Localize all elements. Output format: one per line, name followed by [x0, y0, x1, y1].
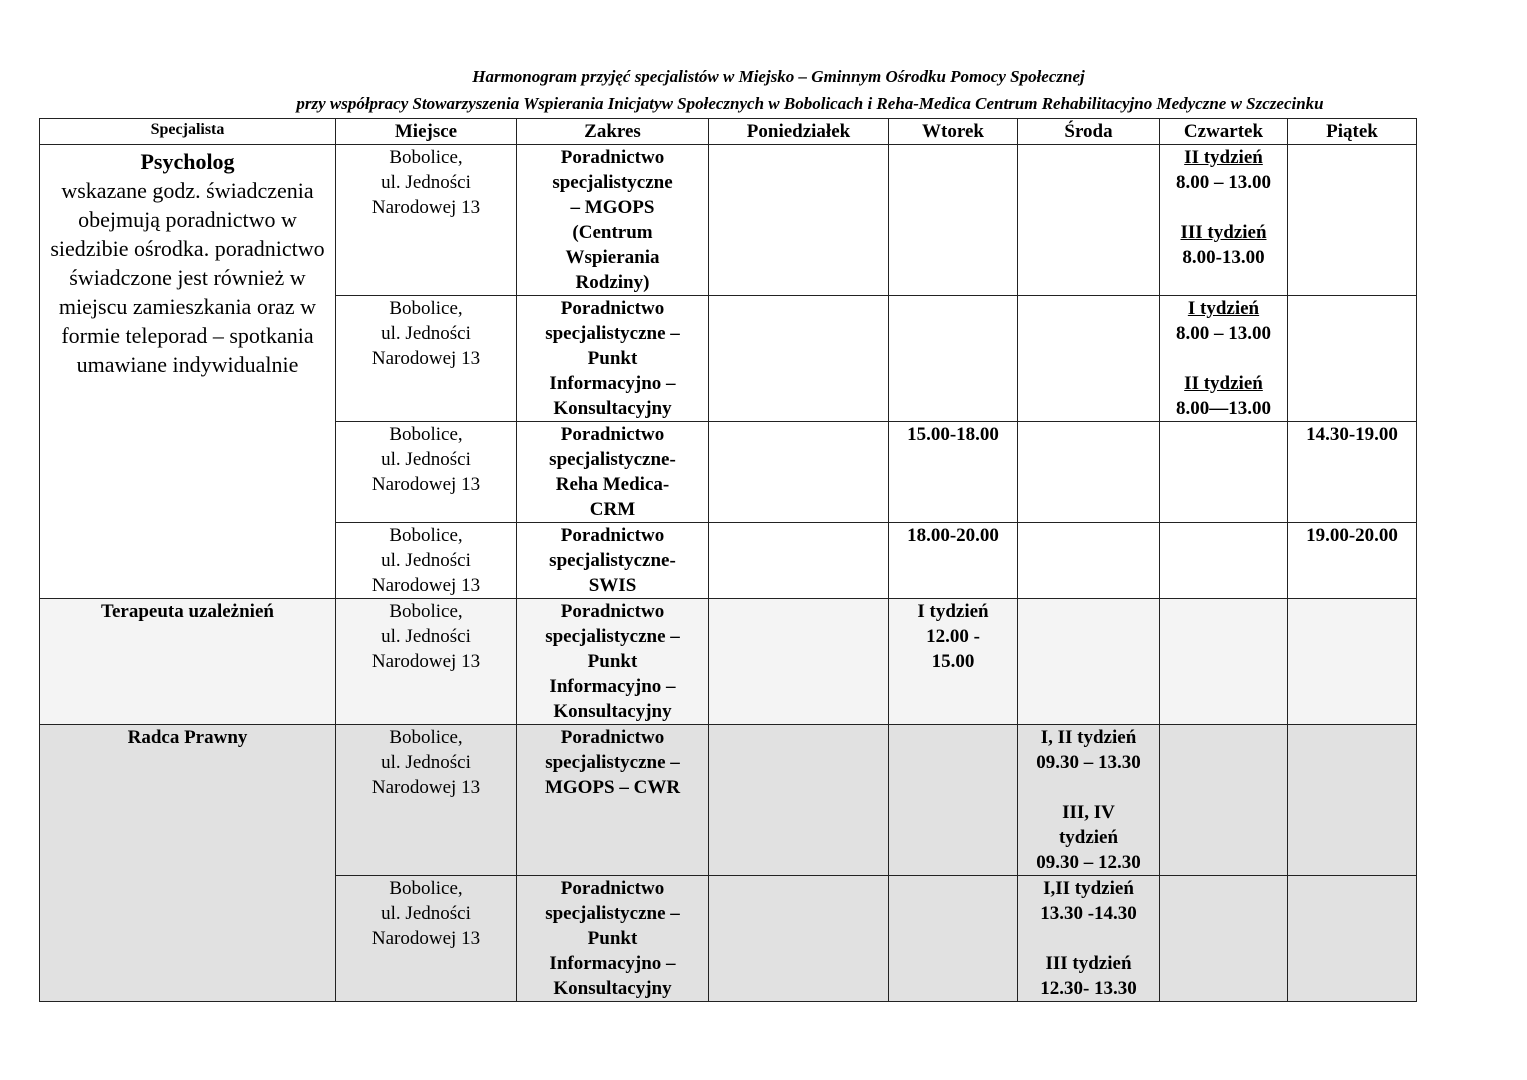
thursday-cell	[1160, 422, 1288, 523]
scope-line: specjalistyczne –	[545, 323, 680, 344]
place-line: Narodowej 13	[371, 197, 481, 218]
monday-cell	[709, 599, 889, 725]
week-label: III tydzień	[1180, 222, 1267, 243]
thursday-cell	[1160, 599, 1288, 725]
place-line: Narodowej 13	[371, 928, 481, 949]
scope-line: Poradnictwo	[560, 147, 665, 168]
header-tuesday: Wtorek	[889, 119, 1018, 145]
scope-cell	[517, 876, 709, 1002]
week-label: tydzień	[1058, 827, 1119, 848]
scope-line: Konsultacyjny	[553, 701, 672, 722]
scope-line: Punkt	[587, 348, 638, 369]
specialist-note: wskazane godz. świadczenia obejmują poradnictwo w siedzibie ośrodka. poradnictwo świadczone jest również w miejscu zamieszkania oraz w formie teleporad – spotkania umawiane indywidualnie	[50, 178, 325, 377]
wednesday-cell	[1018, 876, 1160, 1002]
place-cell	[336, 296, 517, 422]
time-range: 13.30 -14.30	[1040, 903, 1137, 924]
place-line: ul. Jedności	[381, 903, 471, 924]
week-label: I tydzień	[917, 601, 989, 622]
place-line: Bobolice,	[389, 878, 463, 899]
friday-cell: 19.00-20.00	[1288, 523, 1417, 599]
tuesday-cell	[889, 296, 1018, 422]
specialist-cell-psychologist	[40, 145, 336, 599]
thursday-cell	[1160, 523, 1288, 599]
scope-line: specjalistyczne-	[549, 550, 676, 571]
table-row	[40, 725, 1417, 876]
place-line: ul. Jedności	[381, 449, 471, 470]
place-cell	[336, 599, 517, 725]
header-scope: Zakres	[517, 119, 709, 145]
scope-line: MGOPS – CWR	[544, 777, 681, 798]
place-line: Narodowej 13	[371, 348, 481, 369]
time-range: 8.00—13.00	[1176, 398, 1271, 419]
table-row	[40, 599, 1417, 725]
time-range: 12.30- 13.30	[1040, 978, 1137, 999]
place-line: Bobolice,	[389, 727, 463, 748]
scope-line: Poradnictwo	[560, 601, 665, 622]
scope-line: Konsultacyjny	[553, 978, 672, 999]
place-line: ul. Jedności	[381, 172, 471, 193]
friday-cell	[1288, 296, 1417, 422]
monday-cell	[709, 876, 889, 1002]
thursday-cell	[1160, 296, 1288, 422]
specialist-cell-lawyer: Radca Prawny	[40, 725, 336, 1002]
place-cell	[336, 145, 517, 296]
scope-line: SWIS	[588, 575, 637, 596]
time-range: 8.00 – 13.00	[1176, 172, 1271, 193]
place-cell	[336, 523, 517, 599]
scope-cell	[517, 599, 709, 725]
place-cell	[336, 422, 517, 523]
week-label: II tydzień	[1184, 373, 1263, 394]
scope-cell	[517, 145, 709, 296]
place-line: Narodowej 13	[371, 575, 481, 596]
specialist-cell-therapist: Terapeuta uzależnień	[40, 599, 336, 725]
friday-cell	[1288, 145, 1417, 296]
place-line: ul. Jedności	[381, 626, 471, 647]
scope-cell	[517, 422, 709, 523]
place-line: Narodowej 13	[371, 777, 481, 798]
scope-line: specjalistyczne	[552, 172, 673, 193]
tuesday-cell	[889, 599, 1018, 725]
header-place: Miejsce	[336, 119, 517, 145]
header-specialist: Specjalista	[40, 119, 336, 145]
thursday-cell	[1160, 145, 1288, 296]
place-line: Bobolice,	[389, 601, 463, 622]
schedule-table	[39, 118, 1417, 1002]
tuesday-cell	[889, 876, 1018, 1002]
friday-cell	[1288, 599, 1417, 725]
tuesday-cell	[889, 725, 1018, 876]
week-label: III tydzień	[1045, 953, 1132, 974]
place-line: Bobolice,	[389, 424, 463, 445]
wednesday-cell	[1018, 296, 1160, 422]
scope-line: Konsultacyjny	[553, 398, 672, 419]
scope-line: Poradnictwo	[560, 525, 665, 546]
scope-line: specjalistyczne –	[545, 752, 680, 773]
place-line: Narodowej 13	[371, 474, 481, 495]
week-label: II tydzień	[1184, 147, 1263, 168]
scope-line: Poradnictwo	[560, 878, 665, 899]
wednesday-cell	[1018, 523, 1160, 599]
document-title: Harmonogram przyjęć specjalistów w Miejsko – Gminnym Ośrodku Pomocy Społecznej	[472, 67, 1085, 86]
wednesday-cell	[1018, 422, 1160, 523]
place-cell	[336, 876, 517, 1002]
place-line: ul. Jedności	[381, 550, 471, 571]
time-range: 15.00	[931, 651, 975, 672]
place-line: Bobolice,	[389, 525, 463, 546]
specialist-name: Psycholog	[140, 149, 235, 174]
time-range: 09.30 – 12.30	[1036, 852, 1141, 873]
monday-cell	[709, 296, 889, 422]
scope-line: specjalistyczne-	[549, 449, 676, 470]
scope-line: Punkt	[587, 928, 638, 949]
week-label: I,II tydzień	[1043, 878, 1134, 899]
document-subtitle: przy współpracy Stowarzyszenia Wspierania Inicjatyw Społecznych w Bobolicach i Reha-Medica Centrum Rehabilitacyjno Medyczne w Szczecinku	[296, 94, 1324, 113]
week-label: I tydzień	[1187, 298, 1260, 319]
time-range: 09.30 – 13.30	[1036, 752, 1141, 773]
monday-cell	[709, 725, 889, 876]
scope-line: Informacyjno –	[549, 373, 676, 394]
scope-line: (Centrum	[572, 222, 653, 243]
scope-line: Reha Medica-	[555, 474, 670, 495]
header-thursday: Czwartek	[1160, 119, 1288, 145]
scope-cell	[517, 523, 709, 599]
scope-line: – MGOPS	[570, 197, 655, 218]
time-range: 8.00 – 13.00	[1176, 323, 1271, 344]
monday-cell	[709, 523, 889, 599]
time-range: 12.00 -	[926, 626, 980, 647]
header-monday: Poniedziałek	[709, 119, 889, 145]
friday-cell	[1288, 876, 1417, 1002]
place-line: ul. Jedności	[381, 752, 471, 773]
scope-line: Punkt	[587, 651, 638, 672]
scope-line: CRM	[589, 499, 636, 520]
tuesday-cell	[889, 145, 1018, 296]
thursday-cell	[1160, 876, 1288, 1002]
header-friday: Piątek	[1288, 119, 1417, 145]
thursday-cell	[1160, 725, 1288, 876]
place-line: Narodowej 13	[371, 651, 481, 672]
tuesday-cell: 18.00-20.00	[889, 523, 1018, 599]
table-row	[40, 145, 1417, 296]
tuesday-cell: 15.00-18.00	[889, 422, 1018, 523]
scope-line: Poradnictwo	[560, 727, 665, 748]
place-line: Bobolice,	[389, 298, 463, 319]
time-range: 8.00-13.00	[1182, 247, 1265, 268]
monday-cell	[709, 422, 889, 523]
week-label: I, II tydzień	[1040, 727, 1137, 748]
wednesday-cell	[1018, 725, 1160, 876]
friday-cell	[1288, 725, 1417, 876]
scope-line: Poradnictwo	[560, 298, 665, 319]
scope-line: Wspierania	[565, 247, 660, 268]
header-wednesday: Środa	[1018, 119, 1160, 145]
header-row	[40, 119, 1417, 145]
week-label: III, IV	[1062, 802, 1115, 823]
scope-line: Informacyjno –	[549, 953, 676, 974]
place-cell	[336, 725, 517, 876]
scope-line: specjalistyczne –	[545, 903, 680, 924]
wednesday-cell	[1018, 599, 1160, 725]
place-line: ul. Jedności	[381, 323, 471, 344]
friday-cell: 14.30-19.00	[1288, 422, 1417, 523]
scope-cell	[517, 725, 709, 876]
monday-cell	[709, 145, 889, 296]
scope-cell	[517, 296, 709, 422]
scope-line: Poradnictwo	[560, 424, 665, 445]
scope-line: Informacyjno –	[549, 676, 676, 697]
place-line: Bobolice,	[389, 147, 463, 168]
scope-line: specjalistyczne –	[545, 626, 680, 647]
scope-line: Rodziny)	[575, 272, 650, 293]
wednesday-cell	[1018, 145, 1160, 296]
